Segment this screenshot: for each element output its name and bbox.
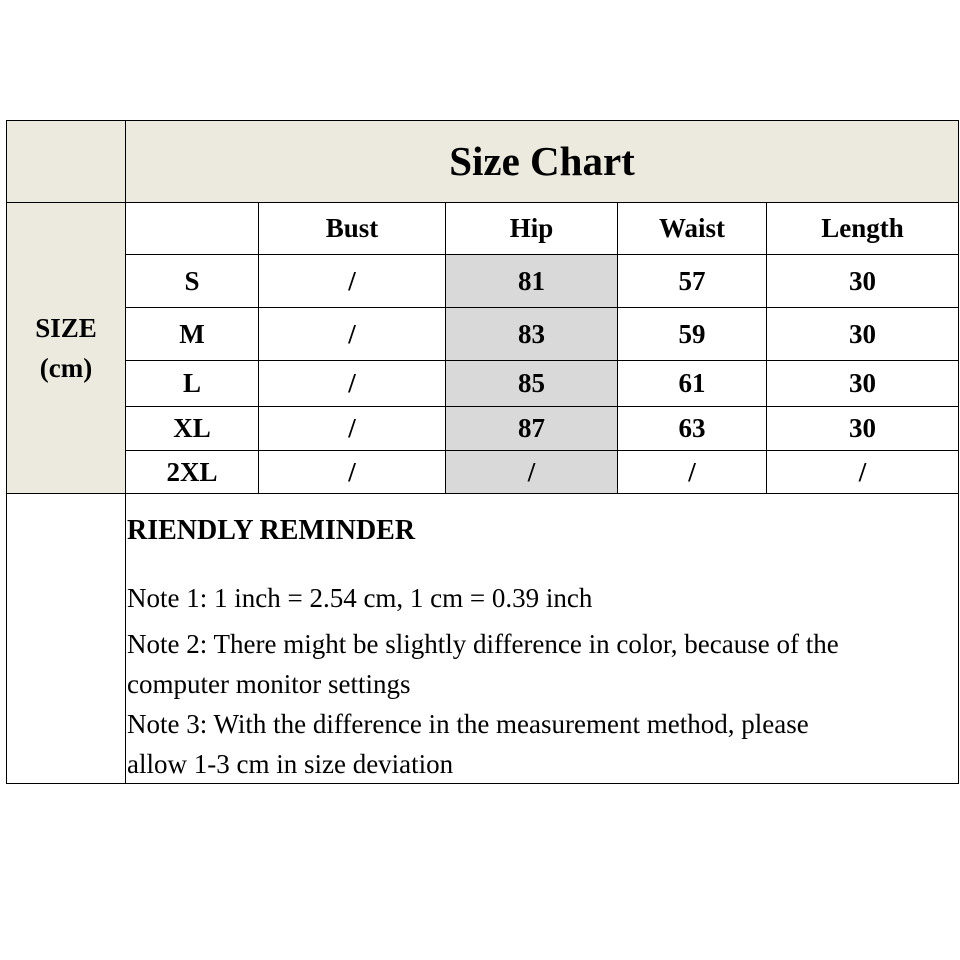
- waist-cell: 57: [678, 265, 706, 296]
- waist-cell: 61: [678, 368, 706, 398]
- bust-cell: /: [348, 368, 356, 398]
- size-unit-label: [7, 203, 125, 493]
- note-1-text: Note 1: 1 inch = 2.54 cm, 1 cm = 0.39 inch: [127, 583, 593, 613]
- hip-cell: 81: [518, 265, 545, 296]
- size-cell: L: [182, 368, 201, 398]
- size-label-line1: SIZE: [35, 313, 97, 343]
- size-cell: XL: [173, 413, 211, 443]
- column-header-length: Length: [821, 213, 904, 243]
- note-3-line-2: allow 1-3 cm in size deviation: [127, 749, 454, 779]
- bust-cell: /: [348, 456, 356, 487]
- size-cell: M: [179, 318, 205, 349]
- note-2: [127, 624, 947, 704]
- chart-title: Size Chart: [449, 138, 635, 184]
- hip-cell: /: [527, 456, 536, 487]
- length-cell: 30: [849, 413, 876, 443]
- column-header-hip: Hip: [509, 213, 554, 243]
- length-cell: 30: [849, 265, 876, 296]
- length-cell: 30: [849, 368, 876, 398]
- bust-cell: /: [348, 265, 356, 296]
- size-cell: S: [184, 265, 200, 296]
- friendly-reminder-section: [127, 493, 947, 782]
- note-1: [127, 578, 947, 618]
- hip-cell: 87: [518, 413, 545, 443]
- size-chart-table: [6, 120, 959, 784]
- length-cell: 30: [849, 318, 876, 349]
- note-3-line-1: Note 3: With the difference in the measurement method, please: [127, 709, 809, 739]
- note-2-line-2: computer monitor settings: [127, 669, 411, 699]
- waist-cell: /: [688, 456, 696, 487]
- length-cell: /: [858, 456, 867, 487]
- column-header-waist: Waist: [658, 213, 725, 243]
- bust-cell: /: [348, 318, 356, 349]
- hip-cell: 85: [518, 368, 545, 398]
- size-label-line2: (cm): [39, 353, 93, 383]
- note-3: [127, 704, 947, 784]
- waist-cell: 63: [678, 413, 706, 443]
- reminder-heading: RIENDLY REMINDER: [127, 515, 416, 546]
- hip-cell: 83: [518, 318, 545, 349]
- bust-cell: /: [348, 413, 356, 443]
- note-2-line-1: Note 2: There might be slightly difference in color, because of the: [127, 629, 839, 659]
- column-header-bust: Bust: [325, 213, 379, 243]
- size-cell: 2XL: [166, 456, 218, 487]
- waist-cell: 59: [678, 318, 706, 349]
